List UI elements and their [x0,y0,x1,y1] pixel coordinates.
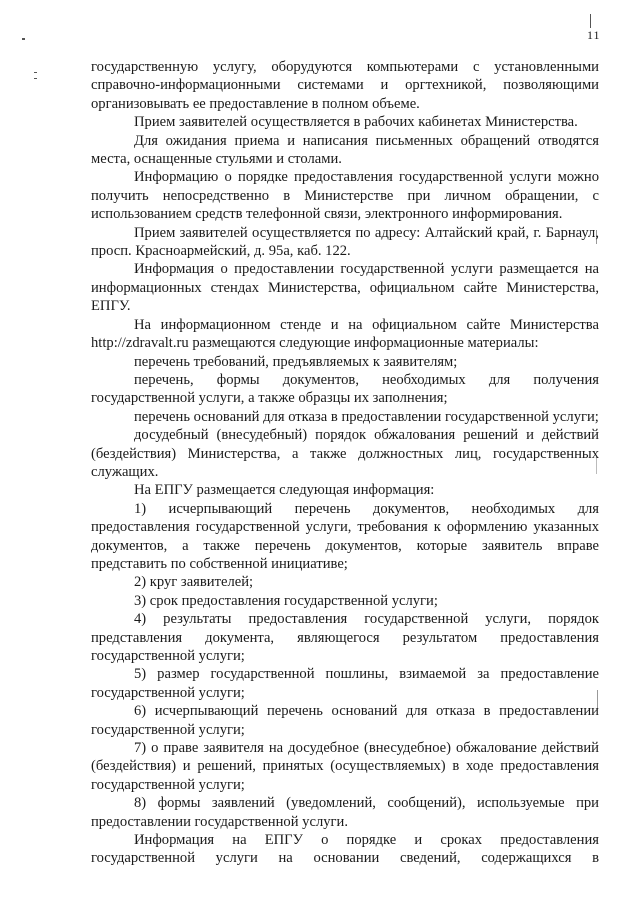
paragraph: 5) размер государственной пошлины, взимаемой за предоставление государственной услуги; [91,666,599,701]
paragraph: Для ожидания приема и написания письменных обращений отводятся места, оснащенные стульями и столами. [91,132,599,168]
scan-mark-left-3 [34,78,37,79]
paragraph: 3) срок предоставления государственной услуги; [134,592,438,609]
paragraph: досудебный (внесудебный) порядок обжалования решений и действий (бездействия) Министерства, а также должностных лиц, государственных служащих. [91,427,599,480]
paragraph: 6) исчерпывающий перечень оснований для отказа в предоставлении государственной услуги; [91,703,599,738]
paragraph: Прием заявителей осуществляется в рабочих кабинетах Министерства. [134,114,578,131]
paragraph: 1) исчерпывающий перечень документов, необходимых для предоставления государственной услуги, требования к оформлению указанных документов, а также перечень документов, которые заявитель вправе представить по собственной инициативе; [91,500,599,572]
paragraph: На информационном стенде и на официальном сайте Министерства http://zdravalt.ru размещаются следующие информационные материалы: [91,316,599,352]
paragraph: Информацию о порядке предоставления государственной услуги можно получить непосредственно в Министерстве при личном обращении, с использованием средств телефонной связи, электронного информирования. [91,169,599,223]
paragraph: Информация о предоставлении государственной услуги размещается на информационных стендах Министерства, официальном сайте Министерства, ЕПГУ. [91,261,599,315]
scan-mark-top [590,14,591,28]
paragraph: перечень требований, предъявляемых к заявителям; [134,353,458,370]
paragraph: Информация на ЕПГУ о порядке и сроках предоставления государственной услуги на основании сведений, содержащихся в [91,832,599,867]
document-body [91,58,599,868]
paragraph: 7) о праве заявителя на досудебное (внесудебное) обжалование действий (бездействия) и решений, принятых (осуществляемых) в ходе предоставления государственной услуги; [91,740,599,793]
paragraph: Прием заявителей осуществляется по адресу: Алтайский край, г. Барнаул, просп. Красноармейский, д. 95а, каб. 122. [91,224,599,260]
scan-mark-left-1 [22,38,25,40]
paragraph: перечень, формы документов, необходимых для получения государственной услуги, а также образцы их заполнения; [91,371,599,407]
paragraph: 8) формы заявлений (уведомлений, сообщений), используемые при предоставлении государственной услуги. [91,795,599,830]
paragraph: перечень оснований для отказа в предоставлении государственной услуги; [134,408,599,425]
paragraph: государственную услугу, оборудуются компьютерами с установленными справочно-информационными системами и оргтехникой, позволяющими организовывать ее предоставление в полном объеме. [91,59,599,112]
paragraph: 2) круг заявителей; [134,574,254,591]
page-number: 11 [587,28,601,42]
paragraph: 4) результаты предоставления государственной услуги, порядок представления документа, являющегося результатом предоставления государственной услуги; [91,611,599,664]
paragraph: На ЕПГУ размещается следующая информация: [134,482,435,499]
scan-mark-left-2 [34,72,37,73]
